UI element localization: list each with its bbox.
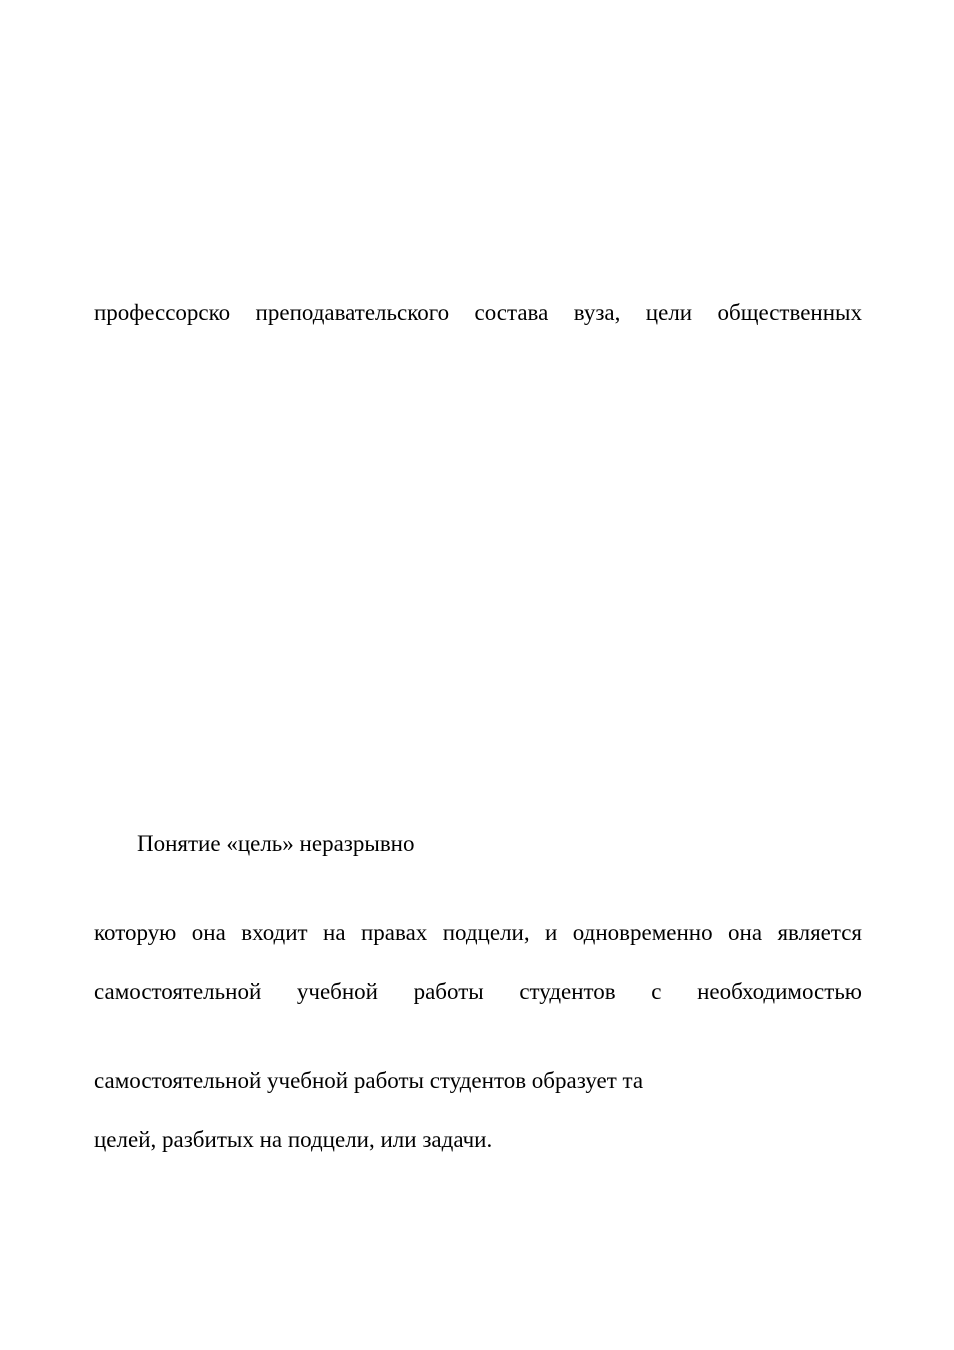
text-line: самостоятельной учебной работы студентов образует та xyxy=(94,1068,644,1093)
text-line: которую она входит на правах подцели, и одновременно она является xyxy=(94,920,862,945)
paragraph-start-line: Понятие «цель» неразрывно xyxy=(137,831,415,856)
text-line: профессорско преподавательского состава вуза, цели общественных xyxy=(94,300,862,325)
text-line: самостоятельной учебной работы студентов с необходимостью xyxy=(94,979,862,1004)
text-line: целей, разбитых на подцели, или задачи. xyxy=(94,1127,493,1152)
